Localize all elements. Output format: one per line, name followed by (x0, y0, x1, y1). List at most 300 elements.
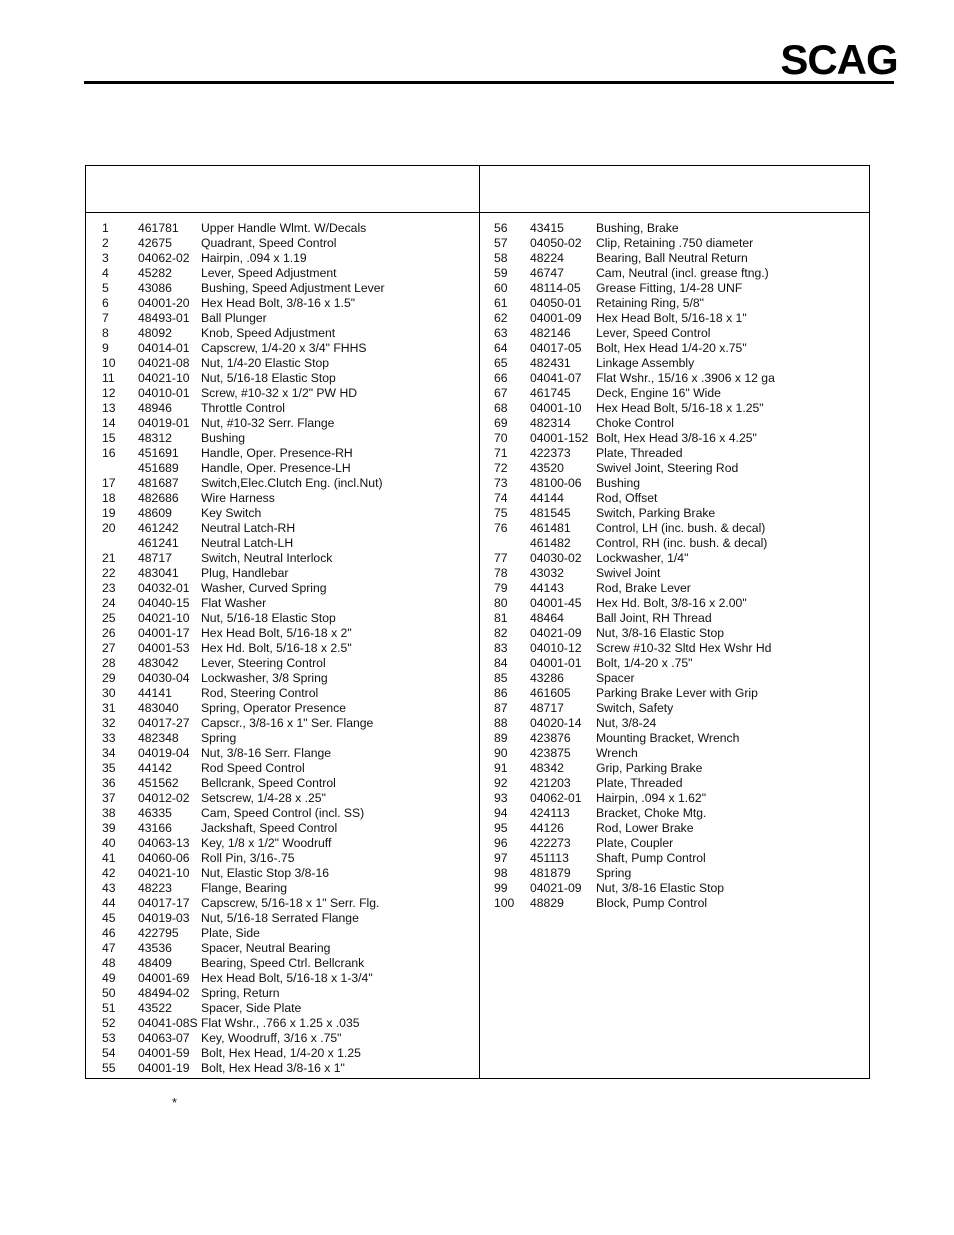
part-number: 04019-01 (138, 416, 190, 430)
ref-number: 51 (102, 1001, 116, 1015)
part-number: 04010-01 (138, 386, 190, 400)
part-number: 421203 (530, 776, 571, 790)
ref-number: 22 (102, 566, 116, 580)
part-description: Throttle Control (201, 401, 285, 415)
part-number: 482686 (138, 491, 179, 505)
part-number: 483041 (138, 566, 179, 580)
part-number: 04017-05 (530, 341, 582, 355)
ref-number: 56 (494, 221, 508, 235)
part-description: Spring, Operator Presence (201, 701, 346, 715)
part-description: Nut, 3/8-24 (596, 716, 657, 730)
part-description: Bearing, Ball Neutral Return (596, 251, 748, 265)
part-description: Neutral Latch-RH (201, 521, 296, 535)
part-description: Nut, 5/16-18 Elastic Stop (201, 371, 336, 385)
part-description: Switch, Parking Brake (596, 506, 716, 520)
part-description: Key, 1/8 x 1/2" Woodruff (201, 836, 332, 850)
ref-number: 68 (494, 401, 508, 415)
part-number: 04021-10 (138, 611, 190, 625)
part-description: Bolt, Hex Head 1/4-20 x.75" (596, 341, 747, 355)
ref-number: 45 (102, 911, 116, 925)
part-description: Lockwasher, 1/4" (596, 551, 689, 565)
part-description: Nut, 1/4-20 Elastic Stop (201, 356, 330, 370)
ref-number: 80 (494, 596, 508, 610)
ref-number: 49 (102, 971, 116, 985)
part-description: Plate, Coupler (596, 836, 674, 850)
part-description: Block, Pump Control (596, 896, 708, 910)
part-number: 461481 (530, 521, 571, 535)
ref-number: 21 (102, 551, 116, 565)
part-number: 48100-06 (530, 476, 582, 490)
scag-logo (780, 38, 898, 80)
part-number: 04012-02 (138, 791, 190, 805)
part-number: 43536 (138, 941, 172, 955)
ref-number: 25 (102, 611, 116, 625)
part-number: 48312 (138, 431, 172, 445)
part-number: 04001-45 (530, 596, 582, 610)
ref-number: 4 (102, 266, 109, 280)
ref-number: 87 (494, 701, 508, 715)
part-description: Capscrew, 1/4-20 x 3/4" FHHS (201, 341, 367, 355)
part-number: 04021-10 (138, 371, 190, 385)
part-number: 482348 (138, 731, 179, 745)
part-description: Plate, Threaded (596, 776, 683, 790)
part-description: Clip, Retaining .750 diameter (596, 236, 754, 250)
part-description: Nut, 5/16-18 Elastic Stop (201, 611, 336, 625)
part-number: 461605 (530, 686, 571, 700)
part-description: Washer, Curved Spring (201, 581, 327, 595)
ref-number: 30 (102, 686, 116, 700)
part-number: 04001-59 (138, 1046, 190, 1060)
part-number: 482431 (530, 356, 571, 370)
part-number: 44143 (530, 581, 564, 595)
part-description: Bolt, 1/4-20 x .75" (596, 656, 693, 670)
ref-number: 88 (494, 716, 508, 730)
part-description: Ball Plunger (201, 311, 267, 325)
ref-number: 55 (102, 1061, 116, 1075)
part-description: Lever, Speed Adjustment (201, 266, 337, 280)
ref-number: 28 (102, 656, 116, 670)
part-description: Hairpin, .094 x 1.62" (596, 791, 707, 805)
ref-number: 5 (102, 281, 109, 295)
ref-number: 57 (494, 236, 508, 250)
ref-number: 76 (494, 521, 508, 535)
part-number: 48494-02 (138, 986, 190, 1000)
part-number: 48717 (530, 701, 564, 715)
part-description: Plug, Handlebar (201, 566, 289, 580)
ref-number: 10 (102, 356, 116, 370)
table-header-band (86, 166, 869, 213)
part-number: 48223 (138, 881, 172, 895)
ref-number: 53 (102, 1031, 116, 1045)
ref-number: 65 (494, 356, 508, 370)
part-description: Control, LH (inc. bush. & decal) (596, 521, 766, 535)
ref-number: 100 (494, 896, 515, 910)
ref-number: 90 (494, 746, 508, 760)
ref-number: 9 (102, 341, 109, 355)
part-description: Hex Hd. Bolt, 5/16-18 x 2.5" (201, 641, 352, 655)
ref-number: 38 (102, 806, 116, 820)
ref-number: 29 (102, 671, 116, 685)
part-number: 04050-01 (530, 296, 582, 310)
part-number: 451113 (530, 851, 569, 865)
part-number: 48717 (138, 551, 172, 565)
ref-number: 32 (102, 716, 116, 730)
ref-number: 60 (494, 281, 508, 295)
part-number: 422273 (530, 836, 571, 850)
ref-number: 43 (102, 881, 116, 895)
part-description: Hex Head Bolt, 5/16-18 x 1" (596, 311, 747, 325)
ref-number: 89 (494, 731, 508, 745)
part-number: 424113 (530, 806, 570, 820)
part-number: 48224 (530, 251, 564, 265)
ref-number: 26 (102, 626, 116, 640)
part-description: Hex Head Bolt, 5/16-18 x 1-3/4" (201, 971, 373, 985)
part-number: 451689 (138, 461, 179, 475)
part-number: 04021-09 (530, 626, 582, 640)
part-description: Rod, Brake Lever (596, 581, 691, 595)
ref-number: 39 (102, 821, 116, 835)
part-number: 43032 (530, 566, 564, 580)
part-number: 482146 (530, 326, 571, 340)
ref-number: 95 (494, 821, 508, 835)
part-number: 04030-02 (530, 551, 582, 565)
part-number: 48609 (138, 506, 172, 520)
part-description: Cam, Speed Control (incl. SS) (201, 806, 365, 820)
part-description: Nut, 3/8-16 Elastic Stop (596, 881, 725, 895)
ref-number: 97 (494, 851, 508, 865)
part-number: 04010-12 (530, 641, 582, 655)
part-number: 04019-03 (138, 911, 190, 925)
part-description: Handle, Oper. Presence-RH (201, 446, 353, 460)
ref-number: 69 (494, 416, 508, 430)
part-number: 43415 (530, 221, 564, 235)
part-description: Neutral Latch-LH (201, 536, 294, 550)
part-description: Flat Washer (201, 596, 267, 610)
part-number: 48409 (138, 956, 172, 970)
part-description: Control, RH (inc. bush. & decal) (596, 536, 768, 550)
header-rule (84, 81, 894, 84)
ref-number: 24 (102, 596, 116, 610)
ref-number: 67 (494, 386, 508, 400)
part-description: Hex Head Bolt, 3/8-16 x 1.5" (201, 296, 356, 310)
ref-number: 59 (494, 266, 508, 280)
part-number: 04021-09 (530, 881, 582, 895)
ref-number: 86 (494, 686, 508, 700)
part-number: 43286 (530, 671, 564, 685)
part-description: Screw, #10-32 x 1/2" PW HD (201, 386, 358, 400)
ref-number: 16 (102, 446, 116, 460)
part-number: 423875 (530, 746, 571, 760)
part-description: Grip, Parking Brake (596, 761, 703, 775)
part-description: Bolt, Hex Head, 1/4-20 x 1.25 (201, 1046, 361, 1060)
ref-number: 17 (102, 476, 116, 490)
part-description: Hairpin, .094 x 1.19 (201, 251, 307, 265)
part-number: 04017-27 (138, 716, 190, 730)
part-description: Swivel Joint (596, 566, 661, 580)
part-description: Spring, Return (201, 986, 280, 1000)
part-number: 04060-06 (138, 851, 190, 865)
part-number: 04014-01 (138, 341, 190, 355)
ref-number: 18 (102, 491, 116, 505)
ref-number: 6 (102, 296, 109, 310)
part-number: 04020-14 (530, 716, 582, 730)
part-description: Nut, Elastic Stop 3/8-16 (201, 866, 330, 880)
ref-number: 15 (102, 431, 116, 445)
part-description: Nut, 3/8-16 Serr. Flange (201, 746, 332, 760)
part-description: Spring (596, 866, 632, 880)
ref-number: 58 (494, 251, 508, 265)
ref-number: 35 (102, 761, 116, 775)
part-description: Bushing, Brake (596, 221, 679, 235)
ref-number: 48 (102, 956, 116, 970)
part-description: Retaining Ring, 5/8" (596, 296, 704, 310)
part-description: Swivel Joint, Steering Rod (596, 461, 739, 475)
part-description: Key Switch (201, 506, 262, 520)
ref-number: 66 (494, 371, 508, 385)
part-description: Rod, Offset (596, 491, 658, 505)
part-description: Flat Wshr., 15/16 x .3906 x 12 ga (596, 371, 775, 385)
ref-number: 93 (494, 791, 508, 805)
part-number: 04001-69 (138, 971, 190, 985)
part-number: 451691 (138, 446, 179, 460)
part-number: 461781 (138, 221, 179, 235)
part-number: 04001-19 (138, 1061, 190, 1075)
ref-number: 3 (102, 251, 109, 265)
ref-number: 78 (494, 566, 508, 580)
part-description: Bushing (201, 431, 246, 445)
part-description: Capscrew, 5/16-18 x 1" Serr. Flg. (201, 896, 380, 910)
part-description: Rod, Lower Brake (596, 821, 694, 835)
part-number: 04001-17 (138, 626, 190, 640)
part-number: 48946 (138, 401, 172, 415)
part-description: Ball Joint, RH Thread (596, 611, 712, 625)
part-number: 04030-04 (138, 671, 190, 685)
part-description: Capscr., 3/8-16 x 1" Ser. Flange (201, 716, 374, 730)
ref-number: 11 (102, 371, 115, 385)
part-description: Rod Speed Control (201, 761, 305, 775)
part-number: 04062-02 (138, 251, 190, 265)
ref-number: 73 (494, 476, 508, 490)
part-description: Grease Fitting, 1/4-28 UNF (596, 281, 743, 295)
part-number: 04063-07 (138, 1031, 190, 1045)
part-description: Nut, 3/8-16 Elastic Stop (596, 626, 725, 640)
ref-number: 2 (102, 236, 109, 250)
part-description: Spring (201, 731, 237, 745)
part-number: 04050-02 (530, 236, 582, 250)
part-number: 44144 (530, 491, 564, 505)
part-description: Nut, #10-32 Serr. Flange (201, 416, 335, 430)
ref-number: 98 (494, 866, 508, 880)
part-number: 483042 (138, 656, 179, 670)
ref-number: 94 (494, 806, 508, 820)
part-description: Deck, Engine 16" Wide (596, 386, 721, 400)
part-number: 46747 (530, 266, 564, 280)
part-description: Plate, Side (201, 926, 260, 940)
ref-number: 20 (102, 521, 116, 535)
ref-number: 40 (102, 836, 116, 850)
part-number: 451562 (138, 776, 179, 790)
ref-number: 50 (102, 986, 116, 1000)
ref-number: 1 (102, 221, 109, 235)
part-number: 04062-01 (530, 791, 582, 805)
ref-number: 19 (102, 506, 116, 520)
part-number: 04001-20 (138, 296, 190, 310)
part-description: Rod, Steering Control (201, 686, 319, 700)
part-description: Handle, Oper. Presence-LH (201, 461, 351, 475)
part-description: Jackshaft, Speed Control (201, 821, 338, 835)
part-description: Screw #10-32 Sltd Hex Wshr Hd (596, 641, 772, 655)
ref-number: 27 (102, 641, 116, 655)
ref-number: 72 (494, 461, 508, 475)
part-number: 04001-152 (530, 431, 589, 445)
ref-number: 8 (102, 326, 109, 340)
part-description: Flange, Bearing (201, 881, 288, 895)
part-number: 481687 (138, 476, 179, 490)
ref-number: 61 (494, 296, 508, 310)
ref-number: 91 (494, 761, 508, 775)
part-description: Bolt, Hex Head 3/8-16 x 1" (201, 1061, 345, 1075)
ref-number: 46 (102, 926, 116, 940)
ref-number: 12 (102, 386, 116, 400)
part-number: 483040 (138, 701, 179, 715)
part-number: 45282 (138, 266, 172, 280)
part-number: 461242 (138, 521, 179, 535)
logo-text: SCAG (780, 38, 898, 80)
part-description: Key, Woodruff, 3/16 x .75" (201, 1031, 342, 1045)
part-number: 48464 (530, 611, 564, 625)
part-number: 04001-10 (530, 401, 582, 415)
ref-number: 54 (102, 1046, 116, 1060)
part-description: Bolt, Hex Head 3/8-16 x 4.25" (596, 431, 757, 445)
ref-number: 31 (102, 701, 116, 715)
part-description: Bushing (596, 476, 641, 490)
ref-number: 96 (494, 836, 508, 850)
ref-number: 82 (494, 626, 508, 640)
part-number: 422373 (530, 446, 571, 460)
part-number: 04021-10 (138, 866, 190, 880)
part-description: Switch, Safety (596, 701, 674, 715)
part-description: Shaft, Pump Control (596, 851, 706, 865)
part-description: Lockwasher, 3/8 Spring (201, 671, 328, 685)
ref-number: 13 (102, 401, 116, 415)
part-number: 482314 (530, 416, 571, 430)
part-description: Spacer (596, 671, 635, 685)
ref-number: 71 (494, 446, 508, 460)
ref-number: 84 (494, 656, 508, 670)
part-description: Upper Handle Wlmt. W/Decals (201, 221, 367, 235)
ref-number: 36 (102, 776, 116, 790)
part-number: 461745 (530, 386, 571, 400)
part-description: Lever, Speed Control (596, 326, 711, 340)
part-number: 42675 (138, 236, 172, 250)
part-number: 43086 (138, 281, 172, 295)
part-description: Lever, Steering Control (201, 656, 326, 670)
part-number: 43520 (530, 461, 564, 475)
part-description: Linkage Assembly (596, 356, 695, 370)
part-description: Wire Harness (201, 491, 275, 505)
part-number: 481545 (530, 506, 571, 520)
ref-number: 64 (494, 341, 508, 355)
part-number: 48092 (138, 326, 172, 340)
ref-number: 70 (494, 431, 508, 445)
part-description: Switch, Neutral Interlock (201, 551, 333, 565)
part-number: 48829 (530, 896, 564, 910)
part-description: Quadrant, Speed Control (201, 236, 337, 250)
part-description: Cam, Neutral (incl. grease ftng.) (596, 266, 769, 280)
column-divider (479, 166, 480, 1078)
ref-number: 62 (494, 311, 508, 325)
part-description: Switch,Elec.Clutch Eng. (incl.Nut) (201, 476, 383, 490)
part-number: 04040-15 (138, 596, 190, 610)
ref-number: 92 (494, 776, 508, 790)
part-description: Bearing, Speed Ctrl. Bellcrank (201, 956, 365, 970)
ref-number: 37 (102, 791, 116, 805)
part-description: Setscrew, 1/4-28 x .25" (201, 791, 326, 805)
part-description: Wrench (596, 746, 638, 760)
ref-number: 79 (494, 581, 508, 595)
part-description: Bracket, Choke Mtg. (596, 806, 707, 820)
part-description: Nut, 5/16-18 Serrated Flange (201, 911, 359, 925)
ref-number: 14 (102, 416, 116, 430)
part-number: 04017-17 (138, 896, 190, 910)
part-description: Parking Brake Lever with Grip (596, 686, 758, 700)
ref-number: 23 (102, 581, 116, 595)
part-description: Bellcrank, Speed Control (201, 776, 336, 790)
part-number: 48114-05 (530, 281, 581, 295)
part-number: 04001-01 (530, 656, 582, 670)
part-number: 44126 (530, 821, 564, 835)
ref-number: 33 (102, 731, 116, 745)
ref-number: 99 (494, 881, 508, 895)
ref-number: 44 (102, 896, 116, 910)
ref-number: 47 (102, 941, 116, 955)
ref-number: 74 (494, 491, 508, 505)
part-number: 04019-04 (138, 746, 190, 760)
ref-number: 41 (102, 851, 116, 865)
part-description: Spacer, Side Plate (201, 1001, 302, 1015)
part-number: 481879 (530, 866, 571, 880)
part-description: Spacer, Neutral Bearing (201, 941, 331, 955)
part-number: 461241 (138, 536, 179, 550)
part-number: 46335 (138, 806, 172, 820)
part-number: 461482 (530, 536, 571, 550)
part-number: 04021-08 (138, 356, 190, 370)
ref-number: 81 (494, 611, 508, 625)
footnote-asterisk: * (172, 1095, 178, 1110)
part-description: Plate, Threaded (596, 446, 683, 460)
ref-number: 34 (102, 746, 116, 760)
part-description: Choke Control (596, 416, 674, 430)
part-description: Mounting Bracket, Wrench (596, 731, 740, 745)
ref-number: 7 (102, 311, 109, 325)
part-number: 43166 (138, 821, 172, 835)
parts-table (85, 165, 870, 1079)
part-description: Hex Head Bolt, 5/16-18 x 1.25" (596, 401, 764, 415)
part-description: Bushing, Speed Adjustment Lever (201, 281, 385, 295)
part-number: 04041-08S (138, 1016, 198, 1030)
part-number: 44141 (138, 686, 172, 700)
ref-number: 63 (494, 326, 508, 340)
ref-number: 85 (494, 671, 508, 685)
part-number: 43522 (138, 1001, 172, 1015)
part-number: 04063-13 (138, 836, 190, 850)
part-number: 423876 (530, 731, 571, 745)
part-number: 04041-07 (530, 371, 582, 385)
part-number: 04001-09 (530, 311, 582, 325)
part-number: 48493-01 (138, 311, 190, 325)
part-description: Flat Wshr., .766 x 1.25 x .035 (201, 1016, 360, 1030)
part-description: Roll Pin, 3/16-.75 (201, 851, 295, 865)
